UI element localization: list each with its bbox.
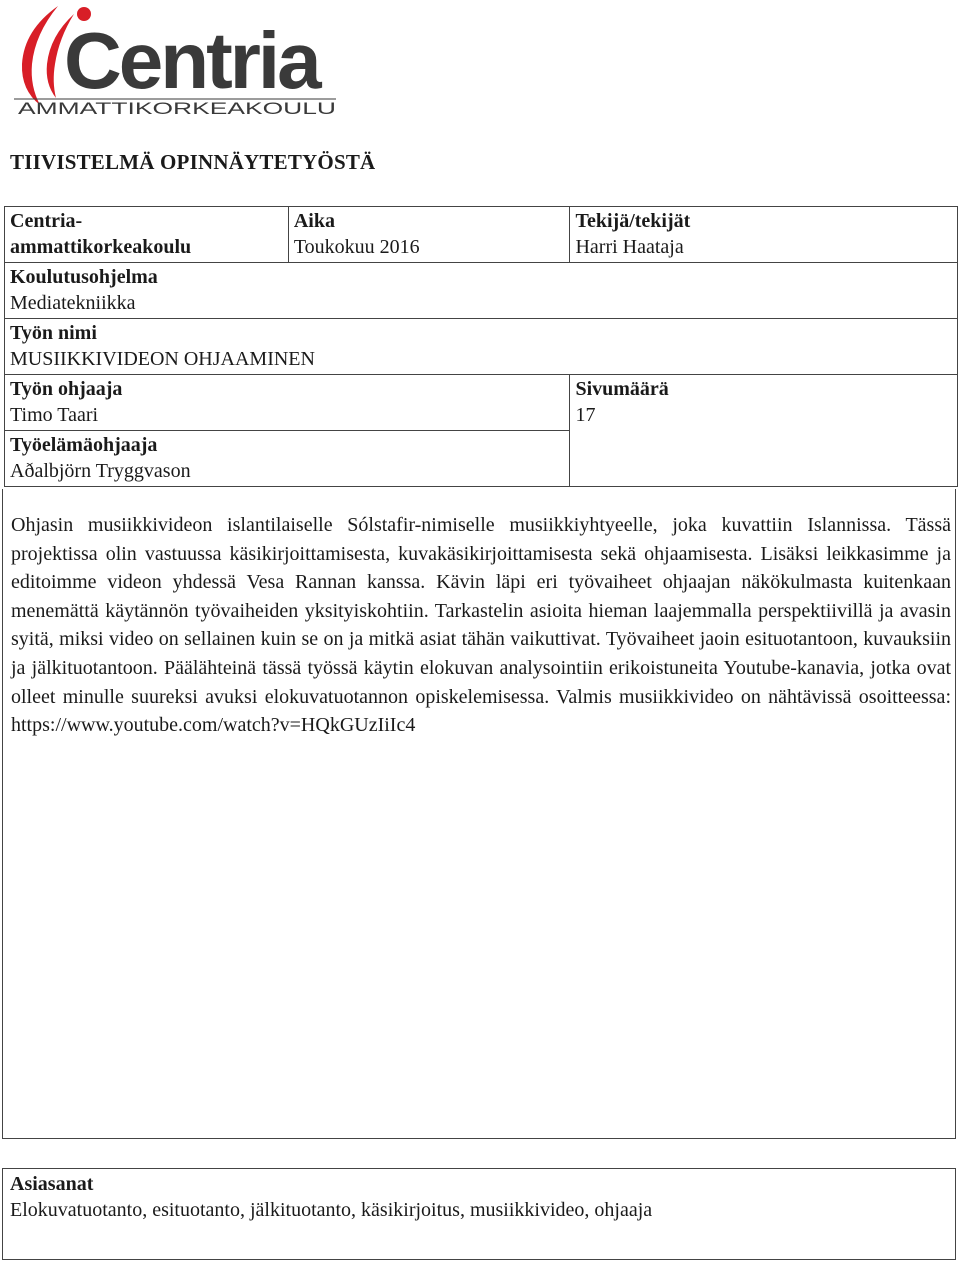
work-supervisor-label: Työelämäohjaaja [10, 434, 158, 456]
abstract-text: Ohjasin musiikkivideon islantilaiselle Sólstafir-nimiselle musiikkiyhtyeelle, joka kuvattiin Islannissa. Tässä projektissa olin vastuussa käsikirjoittamisesta, kuvakäsikirjoittamisesta sekä ohjaamisesta. Lisäksi leikkasimme ja editoimme videon yhdessä Vesa Rannan kanssa. Kävin läpi eri työvaiheet ohjaajan näkökulmasta kuitenkaan menemättä käytännön työvaiheiden yksityiskohtiin. Tarkastelin asioita hieman laajemmalla perspektiivillä ja avasin syitä, miksi video on sellainen kuin se on ja mitkä asiat tähän vaikuttivat. Työvaiheet jaoin esituotantoon, kuvauksiin ja jälkituotantoon. Päälähteinä tässä työssä käytin elokuvan analysointiin erikoistuneita Youtube-kanavia, jotka ovat olleet minulle suureksi avuksi elokuvatuotannon opiskelemisessa. Valmis musiikkivideo on nähtävissä osoitteessa: https://www.youtube.com/watch?v=HQkGUzIiIc4 [11, 514, 951, 737]
institution-label-line1: Centria- [10, 210, 83, 232]
metadata-table [4, 206, 958, 487]
institution-cell [5, 207, 289, 263]
table-row [5, 375, 958, 431]
supervisor-label: Työn ohjaaja [10, 378, 123, 400]
pages-cell [570, 375, 958, 487]
table-row [5, 207, 958, 263]
abstract-box [2, 489, 956, 1139]
institution-label-line2: ammattikorkeakoulu [10, 236, 192, 258]
pages-value: 17 [575, 404, 596, 426]
work-supervisor-cell [5, 431, 570, 487]
centria-logo [14, 2, 344, 120]
supervisor-cell [5, 375, 570, 431]
pages-label: Sivumäärä [575, 378, 669, 400]
page-title: TIIVISTELMÄ OPINNÄYTETYÖSTÄ [10, 150, 376, 174]
time-value: Toukokuu 2016 [293, 236, 420, 258]
logo-subtitle: AMMATTIKORKEAKOULU [18, 99, 336, 118]
logo-wordmark: Centria [64, 16, 319, 105]
programme-value: Mediatekniikka [10, 292, 136, 314]
work-supervisor-value: Aðalbjörn Tryggvason [10, 460, 191, 482]
author-cell [570, 207, 958, 263]
table-row [5, 263, 958, 319]
author-label: Tekijä/tekijät [575, 210, 691, 232]
keywords-box [2, 1168, 956, 1260]
supervisor-value: Timo Taari [10, 404, 99, 426]
time-cell [288, 207, 570, 263]
author-value: Harri Haataja [575, 236, 684, 258]
table-row [5, 319, 958, 375]
work-name-label: Työn nimi [10, 322, 97, 344]
programme-cell [5, 263, 958, 319]
work-name-cell [5, 319, 958, 375]
work-name-value: MUSIIKKIVIDEON OHJAAMINEN [10, 348, 315, 370]
time-label: Aika [293, 210, 335, 232]
keywords-label: Asiasanat [10, 1173, 94, 1195]
keywords-value: Elokuvatuotanto, esituotanto, jälkituotanto, käsikirjoitus, musiikkivideo, ohjaaja [10, 1199, 653, 1221]
programme-label: Koulutusohjelma [10, 266, 158, 288]
